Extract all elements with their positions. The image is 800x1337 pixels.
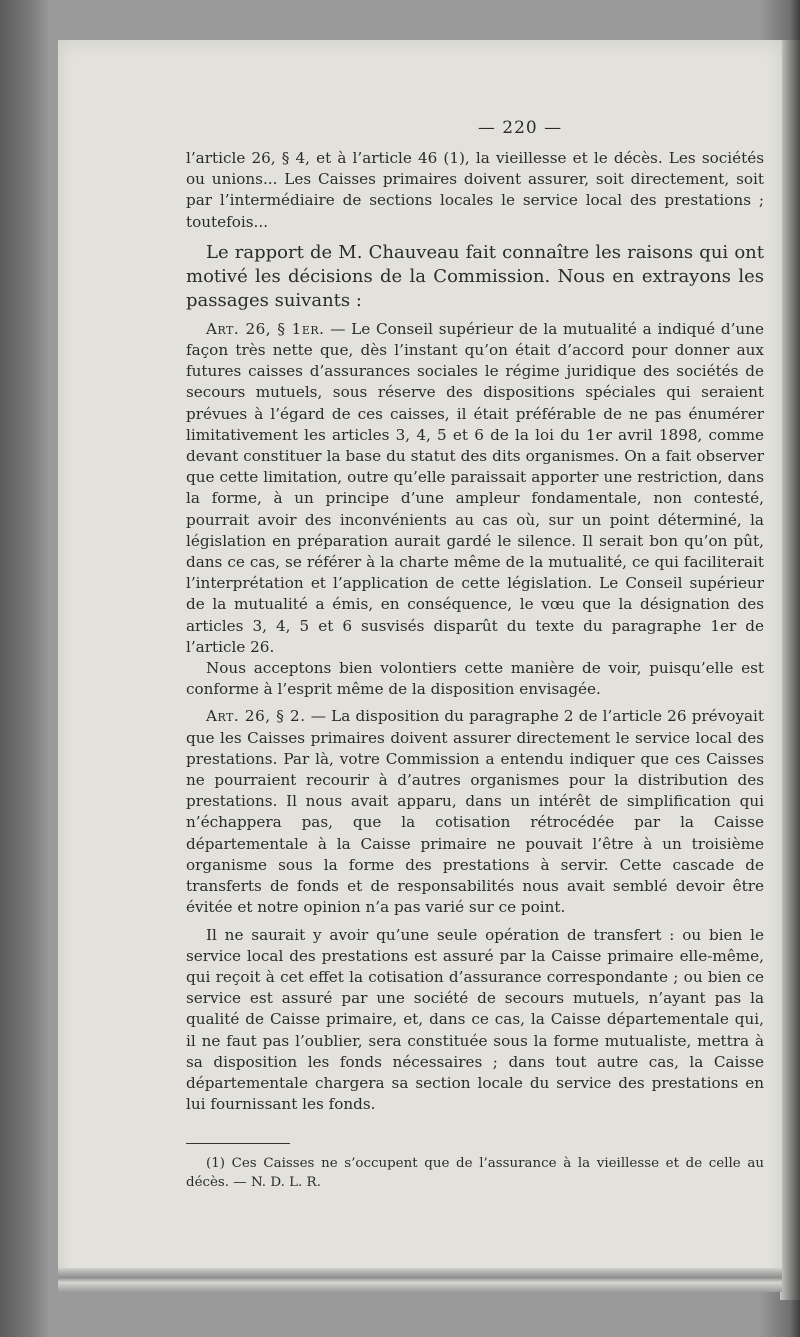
article-body: — Le Conseil supérieur de la mutualité a indiqué d’une façon très nette que, dès l’instant qu’on était d’accord pour donner aux futures caisses d’assurances sociales le régime juridique des sociétés de secours mutuels, sous réserve des dispositions spéciales qui seraient prévues à l’égard de ces caisses, il était préférable de ne pas énumérer limitativement les articles 3, 4, 5 et 6 de la loi du 1er avril 1898, comme devant constituer la base du statut des dits organismes. On a fait observer que cette limitation, outre qu’elle paraissait apporter une restriction, dans la forme, à un principe d’une ampleur fondamentale, non contesté, pourrait avoir des inconvénients au cas où, sur un point déterminé, la législation en préparation aurait gardé le silence. Il serait bon qu’on pût, dans ce cas, se référer à la charte même de la mutualité, ce qui faciliterait l’interprétation et l’application de cette législation. Le Conseil supérieur de la mutualité a émis, en conséquence, le vœu que la désignation des articles 3, 4, 5 et 6 susvisés disparût du texte du paragraphe 1er de l’article 26. bbox=[186, 319, 764, 656]
paragraph-transfer: Il ne saurait y avoir qu’une seule opération de transfert : ou bien le service local des prestations est assuré par la Caisse primaire elle-même, qui reçoit à cet effet la cotisation d’assurance correspondante ; ou bien ce service est assuré par une société de secours mutuels, n’ayant pas la qualité de Caisse primaire, et, dans ce cas, la Caisse départementale qui, il ne faut pas l’oublier, sera constituée sous la forme mutualiste, mettra à sa disposition les fonds nécessaires ; dans tout autre cas, la Caisse départementale chargera sa section locale du service des prestations en lui fournissant les fonds. bbox=[186, 925, 764, 1114]
right-book-edge bbox=[780, 40, 800, 1300]
article-label: Art. 26, § 1er. bbox=[206, 319, 325, 338]
paragraph-acceptance: Nous acceptons bien volontiers cette manière de voir, puisqu’elle est conforme à l’esprit même de la disposition envisagée. bbox=[186, 659, 764, 699]
footnote-rule bbox=[186, 1143, 290, 1144]
page-number: — 220 — bbox=[477, 118, 563, 138]
paragraph-article-quote: l’article 26, § 4, et à l’article 46 (1), la vieillesse et le décès. Les sociétés ou unions... Les Caisses primaires doivent assurer, soit directement, soit par l’intermédiaire de sections locales le service local des prestations ; toutefois... bbox=[186, 149, 764, 231]
paragraph-art-26-1 bbox=[186, 319, 764, 658]
page-bottom-edge bbox=[58, 1268, 782, 1292]
article-label: Art. 26, § 2. bbox=[206, 707, 306, 726]
paragraph-art-26-2 bbox=[186, 706, 764, 918]
article-body: — La disposition du paragraphe 2 de l’article 26 prévoyait que les Caisses primaires doivent assurer directement le service local des prestations. Par là, votre Commission a entendu indiquer que ces Caisses ne pourraient recourir à d’autres organismes pour la distribution des prestations. Il nous avait apparu, dans un intérêt de simplification qui n’échappera pas, que la cotisation rétrocédée par la Caisse départementale à la Caisse primaire ne pouvait l’être à un troisième organisme sous la forme des prestations à servir. Cette cascade de transferts de fonds et de responsabilités nous avait semblé devoir être évitée et notre opinion n’a pas varié sur ce point. bbox=[186, 707, 764, 917]
footnote: (1) Ces Caisses ne s’occupent que de l’assurance à la vieillesse et de celle au décès. — N. D. L. R. bbox=[186, 1156, 764, 1191]
page-content bbox=[186, 118, 764, 1192]
paragraph-rapport-intro: Le rapport de M. Chauveau fait connaître les raisons qui ont motivé les décisions de la Commission. Nous en extrayons les passages suivants : bbox=[186, 241, 764, 311]
